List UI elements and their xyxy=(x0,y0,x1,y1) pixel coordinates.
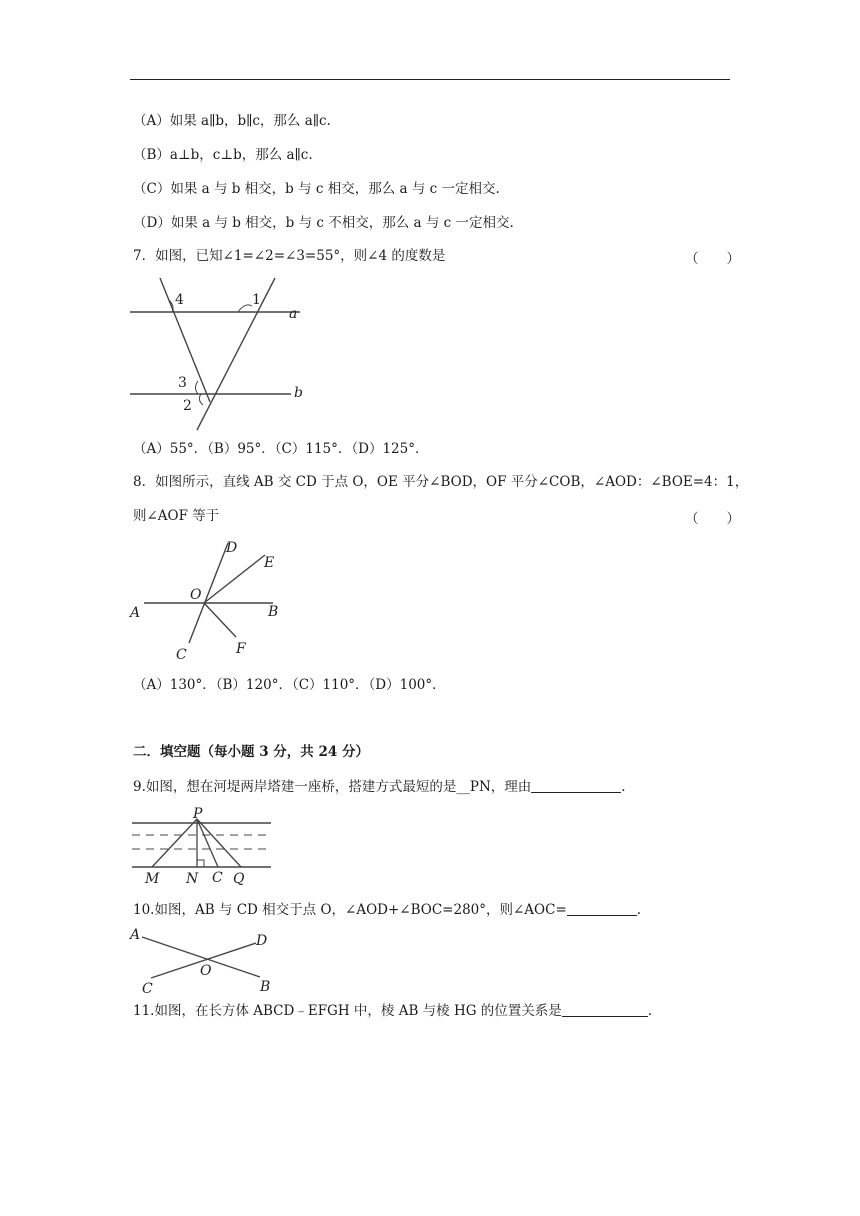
q10-answer-blank[interactable] xyxy=(567,901,637,916)
q7-label-angle1: 1 xyxy=(252,292,261,308)
q9-stem xyxy=(133,778,626,796)
q8-figure xyxy=(128,535,298,663)
q8-stem-line1: 8．如图所示，直线 AB 交 CD 于点 O，OE 平分∠BOD，OF 平分∠COB，∠AOD：∠BOE=4：1， xyxy=(133,474,749,490)
q10-figure xyxy=(128,925,278,995)
q7-figure xyxy=(125,272,325,432)
q9-stem-text: 9.如图，想在河堤两岸塔建一座桥，搭建方式最短的是__PN，理由 xyxy=(133,779,532,795)
q10-label-O: O xyxy=(200,963,212,979)
q9-label-P: P xyxy=(193,806,203,822)
q8-options: （A）130°．（B）120°．（C）110°．（D）100°． xyxy=(133,677,446,693)
q11-stem-text: 11.如图，在长方体 ABCD﹣EFGH 中，棱 AB 与棱 HG 的位置关系是 xyxy=(133,1003,562,1019)
q6-option-d: （D）如果 a 与 b 相交，b 与 c 不相交，那么 a 与 c 一定相交. xyxy=(133,215,514,231)
q9-figure xyxy=(128,806,278,886)
q7-options: （A）55°．（B）95°．（C）115°．（D）125°． xyxy=(133,441,429,457)
q8-label-F: F xyxy=(236,641,246,657)
q8-label-A: A xyxy=(130,605,141,621)
q8-label-E: E xyxy=(264,555,275,571)
q9-label-Q: Q xyxy=(233,871,245,887)
q9-label-M: M xyxy=(145,871,160,887)
q6-option-a: （A）如果 a∥b，b∥c，那么 a∥c. xyxy=(133,113,331,129)
q8-label-D: D xyxy=(226,540,238,556)
q7-label-angle3: 3 xyxy=(178,375,187,391)
q7-label-angle2: 2 xyxy=(183,398,192,414)
q9-label-N: N xyxy=(186,871,199,887)
section2-heading: 二．填空题（每小题 3 分，共 24 分） xyxy=(133,744,369,760)
q7-stem: 7．如图，已知∠1=∠2=∠3=55°，则∠4 的度数是 xyxy=(133,248,446,264)
q7-label-line-b: b xyxy=(294,385,303,401)
q10-label-B: B xyxy=(260,979,271,995)
q10-stem-text: 10.如图，AB 与 CD 相交于点 O，∠AOD+∠BOC=280°，则∠AOC= xyxy=(133,902,567,918)
q11-stem xyxy=(133,1002,652,1020)
q10-label-A: A xyxy=(130,927,141,943)
q8-answer-paren: （ ） xyxy=(685,511,740,527)
q9-label-C: C xyxy=(212,870,223,886)
q7-answer-paren: （ ） xyxy=(685,251,740,267)
q6-option-c: （C）如果 a 与 b 相交，b 与 c 相交，那么 a 与 c 一定相交. xyxy=(133,181,500,197)
q7-label-angle4: 4 xyxy=(175,292,184,308)
q8-label-O: O xyxy=(190,587,202,603)
q6-option-b: （B）a⊥b，c⊥b，那么 a∥c. xyxy=(133,147,313,163)
header-rule xyxy=(130,79,730,80)
q11-stem-end: . xyxy=(647,1003,653,1019)
q8-label-B: B xyxy=(268,604,279,620)
q10-stem-end: . xyxy=(636,902,642,918)
q9-stem-end: . xyxy=(621,779,626,795)
q8-label-C: C xyxy=(176,647,187,663)
q9-answer-blank[interactable] xyxy=(531,778,621,793)
q8-stem-line2: 则∠AOF 等于 xyxy=(133,508,220,524)
q10-label-D: D xyxy=(256,933,268,949)
q7-label-line-a: a xyxy=(289,306,298,322)
q10-stem xyxy=(133,901,641,919)
q10-label-C: C xyxy=(142,981,153,997)
q11-answer-blank[interactable] xyxy=(562,1002,648,1017)
